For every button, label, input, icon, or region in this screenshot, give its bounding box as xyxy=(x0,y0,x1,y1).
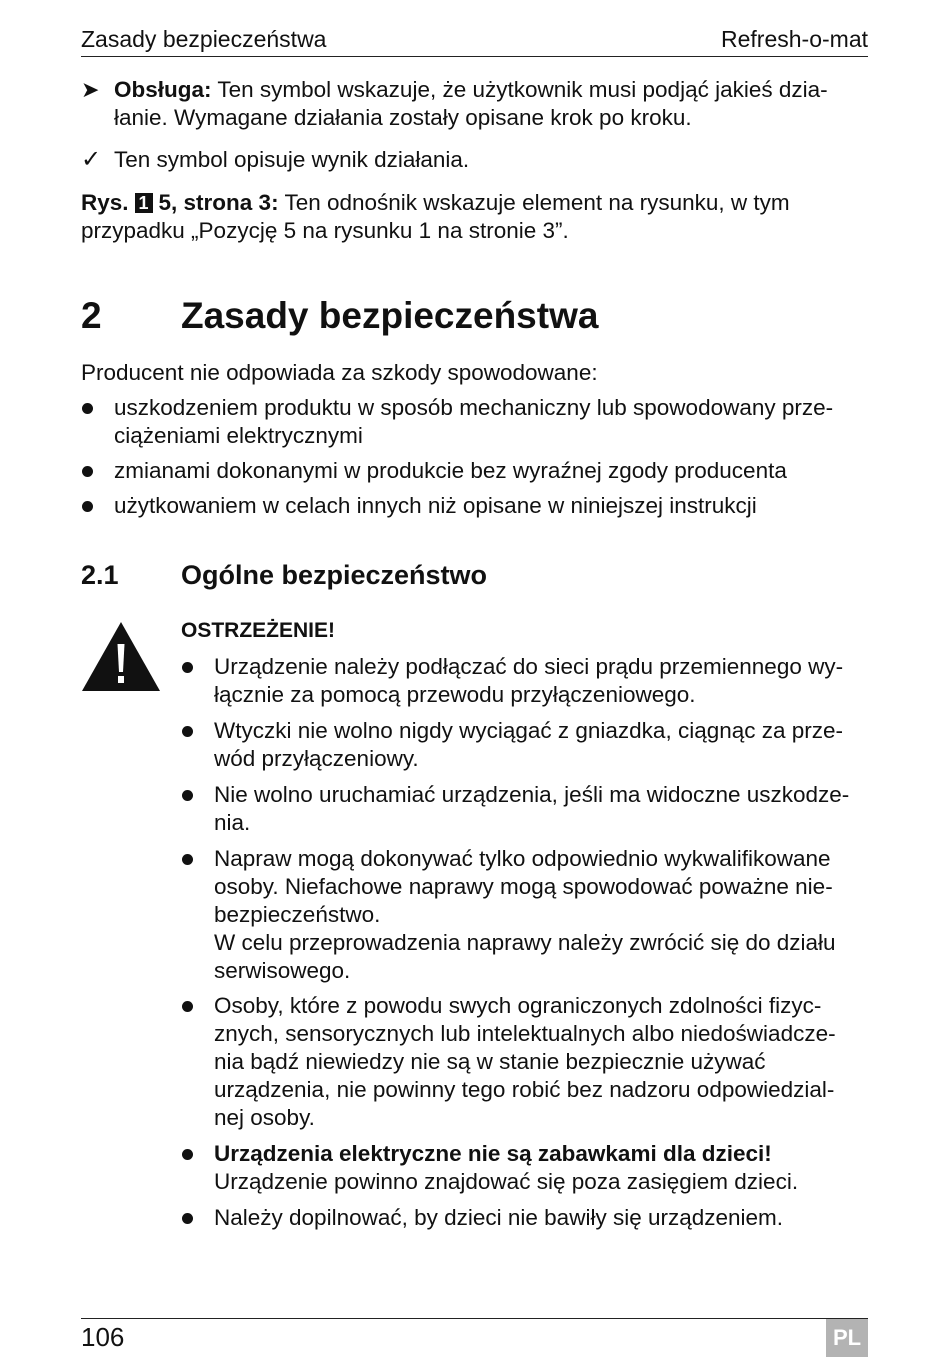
section-number: 2 xyxy=(81,295,102,336)
figure-ref-text-line1: Ten odnośnik wskazuje element na rysunku, w tym xyxy=(284,190,790,215)
language-badge: PL xyxy=(826,1319,868,1357)
bullet-icon xyxy=(82,466,93,477)
list-item-line: Wtyczki nie wolno nigdy wyciągać z gniazdka, ciągnąc za prze- xyxy=(214,718,844,743)
list-item-line: bezpieczeństwo. xyxy=(214,902,381,927)
figure-reference-paragraph xyxy=(81,189,868,245)
list-item-line: Urządzenie należy podłączać do sieci prądu przemiennego wy- xyxy=(214,654,844,679)
list-item-line: nia. xyxy=(214,810,251,835)
list-item-line: uszkodzeniem produktu w sposób mechaniczny lub spowodowany prze- xyxy=(114,395,834,420)
list-item-line: Urządzenie powinno znajdować się poza zasięgiem dzieci. xyxy=(214,1169,799,1194)
check-icon: ✓ xyxy=(81,146,102,173)
list-item-line: znych, sensorycznych lub intelektualnych albo niedoświadcze- xyxy=(214,1021,836,1046)
arrow-right-icon: ➤ xyxy=(81,77,100,102)
list-item-line: serwisowego. xyxy=(214,958,351,983)
warning-triangle-icon xyxy=(81,620,161,692)
list-item-line: wód przyłączeniowy. xyxy=(214,746,419,771)
section-title: Zasady bezpieczeństwa xyxy=(181,295,599,336)
list-item-line: nej osoby. xyxy=(214,1105,315,1130)
figure-ref-label: Rys. xyxy=(81,190,129,215)
list-item-line: zmianami dokonanymi w produkcie bez wyraźnej zgody producenta xyxy=(114,458,787,483)
symbol-action-paragraph xyxy=(81,76,868,132)
list-item-line: urządzenia, nie powinny tego robić bez nadzoru odpowiedzial- xyxy=(214,1077,835,1102)
bullet-icon xyxy=(182,790,193,801)
bullet-icon xyxy=(182,662,193,673)
warning-title: OSTRZEŻENIE! xyxy=(181,619,336,642)
list-item-line: Napraw mogą dokonywać tylko odpowiednio wykwalifikowane xyxy=(214,846,831,871)
subsection-number: 2.1 xyxy=(81,560,119,590)
figure-ref-text-line2: przypadku „Pozycję 5 na rysunku 1 na stronie 3”. xyxy=(81,218,569,243)
figure-ref-position: 5, strona 3: xyxy=(158,190,279,215)
section-lead: Producent nie odpowiada za szkody spowodowane: xyxy=(81,360,598,385)
bullet-icon xyxy=(82,403,93,414)
list-item-line: łącznie za pomocą przewodu przyłączeniowego. xyxy=(214,682,696,707)
bullet-icon xyxy=(182,1149,193,1160)
list-item-emphasis: Urządzenia elektryczne nie są zabawkami dla dzieci! xyxy=(214,1141,772,1166)
list-item-line: użytkowaniem w celach innych niż opisane w niniejszej instrukcji xyxy=(114,493,757,518)
action-text-line1: Ten symbol wskazuje, że użytkownik musi podjąć jakieś dzia- xyxy=(217,77,828,102)
bullet-icon xyxy=(182,726,193,737)
figure-number-box: 1 xyxy=(135,193,153,213)
header-section-title: Zasady bezpieczeństwa xyxy=(81,26,327,52)
list-item-line: osoby. Niefachowe naprawy mogą spowodować poważne nie- xyxy=(214,874,833,899)
list-item-line: Osoby, które z powodu swych ograniczonych zdolności fizyc- xyxy=(214,993,822,1018)
action-text-line2: łanie. Wymagane działania zostały opisane krok po kroku. xyxy=(114,105,692,130)
list-item-line: ciążeniami elektrycznymi xyxy=(114,423,363,448)
bullet-icon xyxy=(82,501,93,512)
page-number: 106 xyxy=(81,1322,125,1352)
action-label: Obsługa: xyxy=(114,77,212,102)
bullet-icon xyxy=(182,854,193,865)
subsection-title: Ogólne bezpieczeństwo xyxy=(181,560,488,590)
list-item-line: W celu przeprowadzenia naprawy należy zwrócić się do działu xyxy=(214,930,836,955)
header-product-name: Refresh-o-mat xyxy=(721,26,868,52)
bullet-icon xyxy=(182,1001,193,1012)
symbol-result-paragraph xyxy=(81,146,868,174)
list-item-line: nia bądź niewiedzy nie są w stanie bezpiecznie używać xyxy=(214,1049,766,1074)
result-text: Ten symbol opisuje wynik działania. xyxy=(114,147,470,172)
footer-divider xyxy=(81,1318,868,1319)
list-item-line: Należy dopilnować, by dzieci nie bawiły się urządzeniem. xyxy=(214,1205,784,1230)
page-header xyxy=(81,24,868,57)
list-item-line: Nie wolno uruchamiać urządzenia, jeśli ma widoczne uszkodze- xyxy=(214,782,850,807)
bullet-icon xyxy=(182,1213,193,1224)
